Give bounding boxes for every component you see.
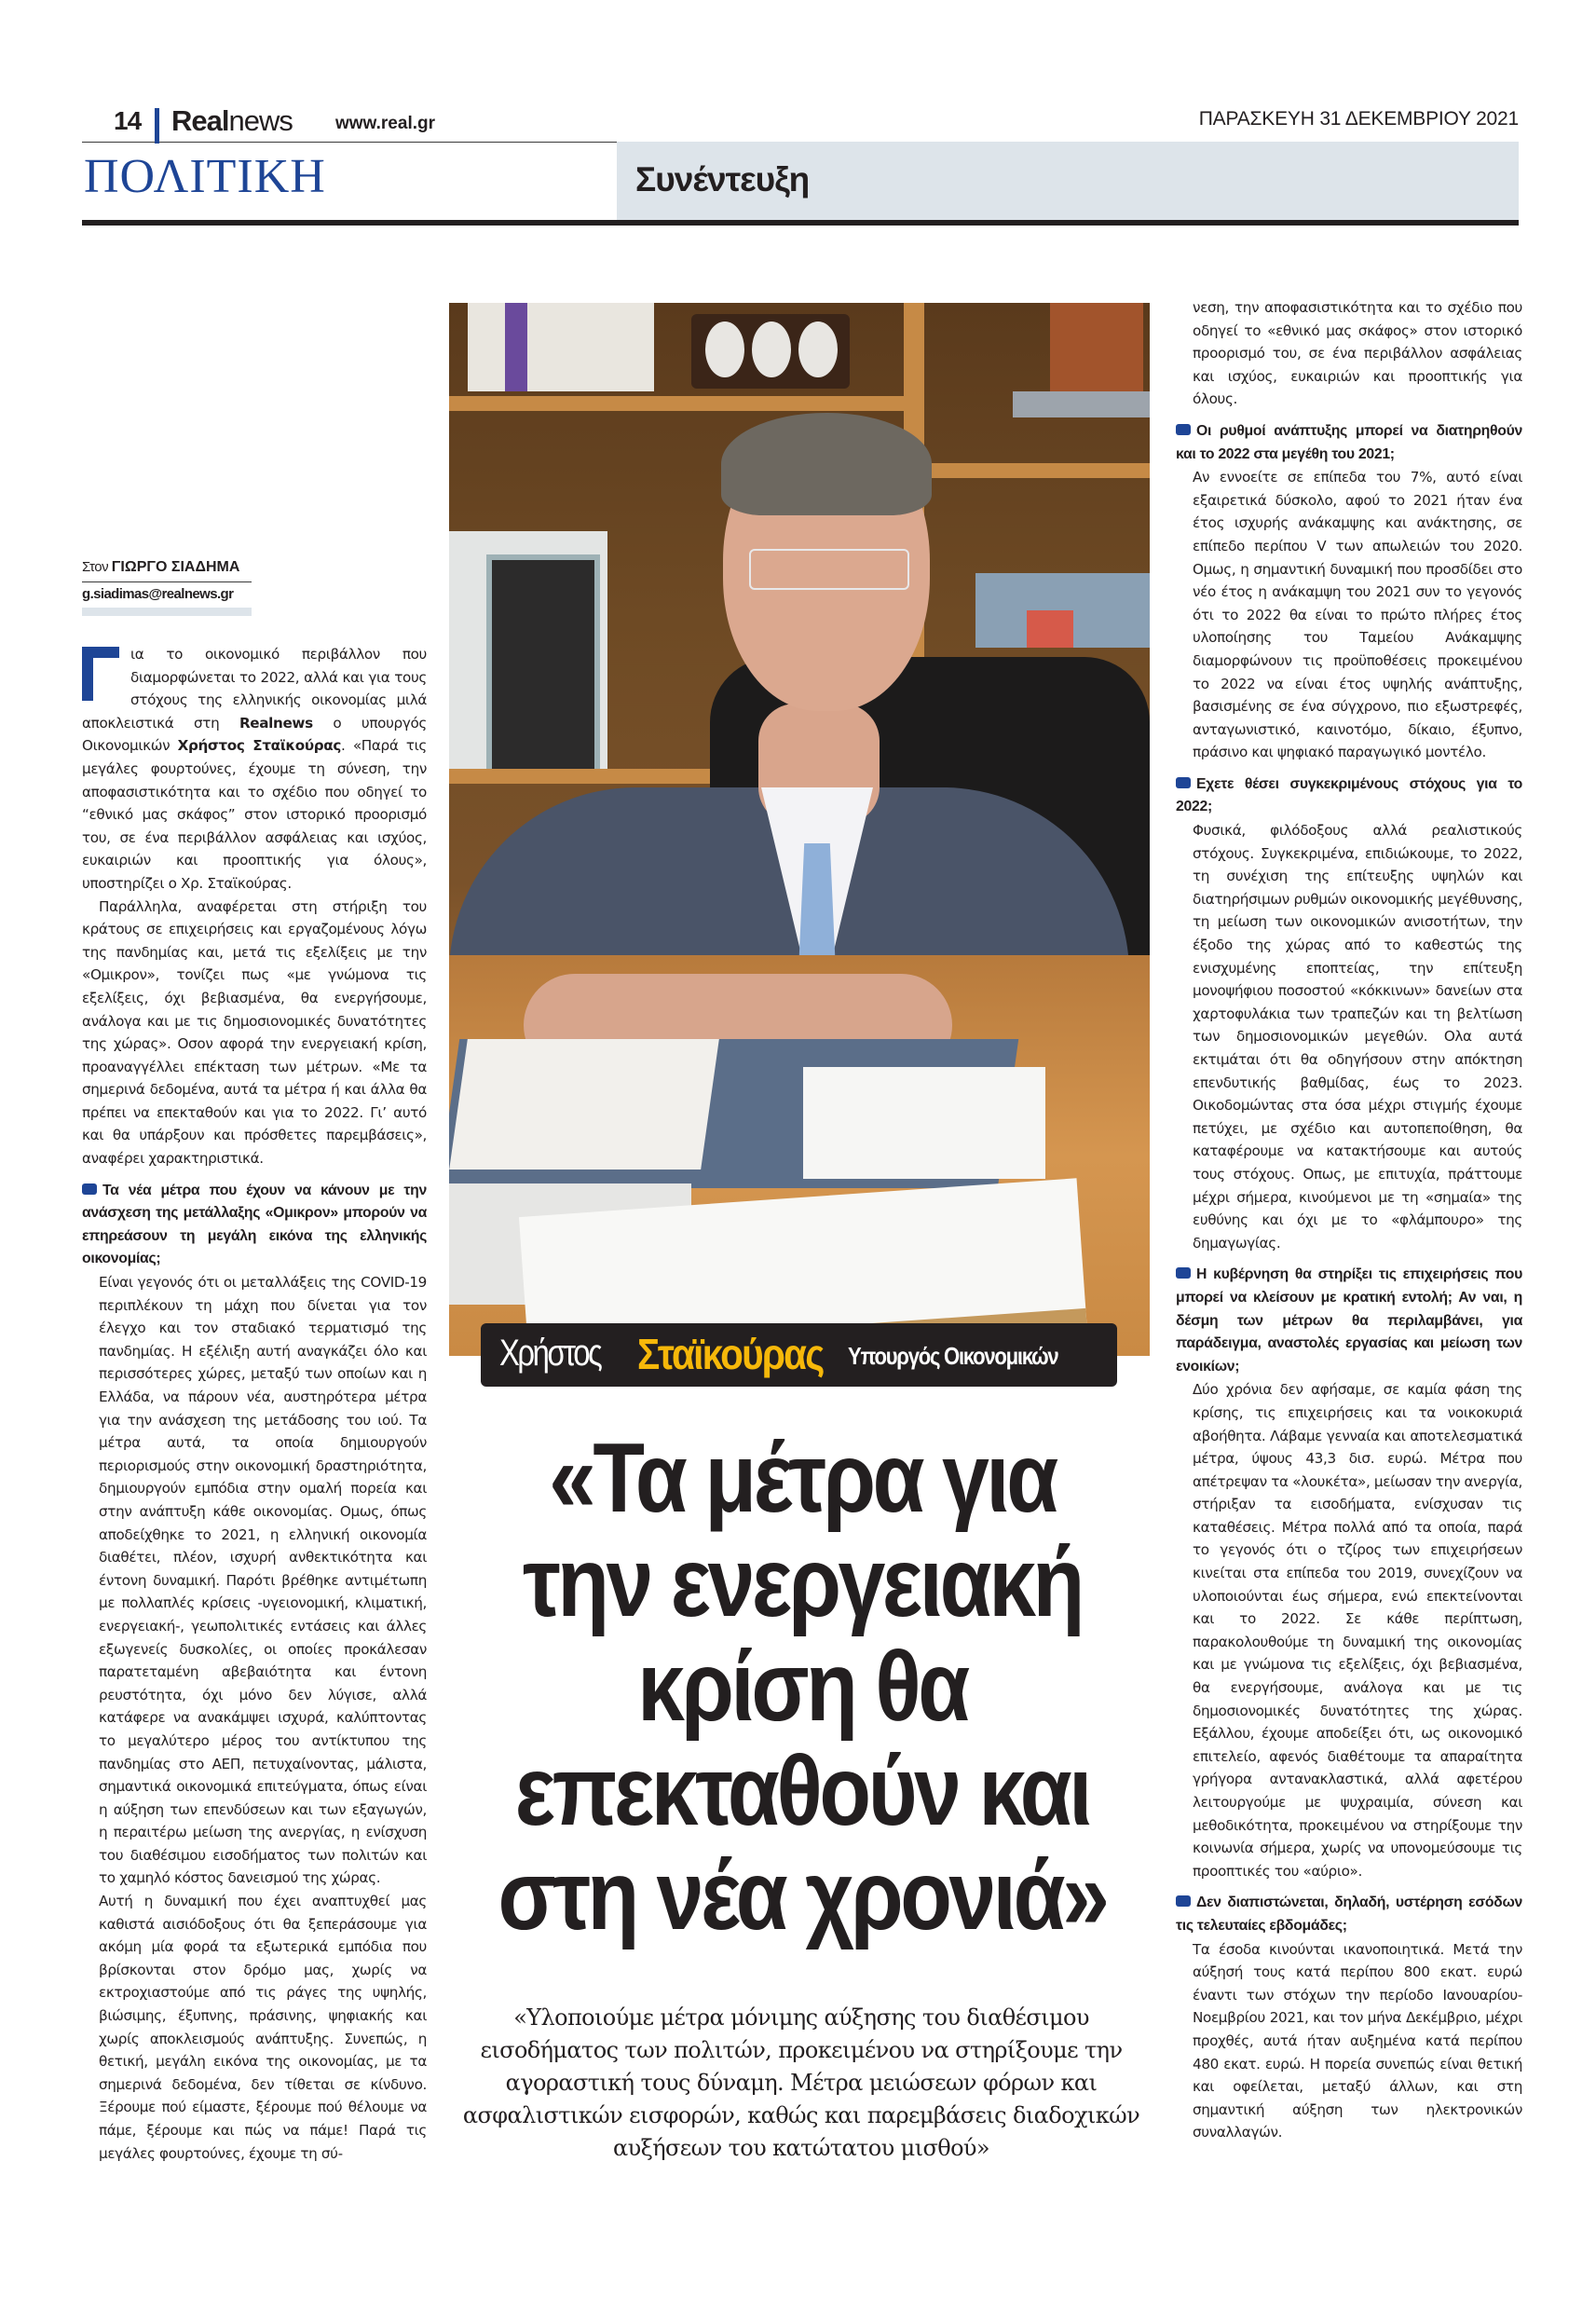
question-bullet-icon — [1176, 777, 1191, 788]
answer-1-continuation: νεση, την αποφασιστικότητα και το σχέδιο που οδηγεί το «εθνικό μας σκάφος» στον ιστορικό προορισμό του, σε ένα περιβάλλον ασφάλειας και ισχύος, ευκαιριών και προοπτικής για όλους. — [1193, 299, 1522, 408]
answer-1-paragraph-2: Αυτή η δυναμική που έχει αναπτυχθεί μας καθιστά αισιόδοξους ότι θα ξεπεράσουμε για ακόμη μία φορά τα εξωτερικά εμπόδια που βρίσκονται στον δρόμο μας, χωρίς να εκτροχιαστούμε από τις ράγες της υψηλής, βιώσιμης, έξυπνης, πράσινης, ψηφιακής και χωρίς αποκλεισμούς ανάπτυξης. Συνεπώς, η θετική, μεγάλη εικόνα της οικονομίας, με τα σημερινά δεδομένα, δεν τίθεται σε κίνδυνο. Ξέρουμε πού είμαστε, ξέρουμε πού θέλουμε να πάμε, ξέρουμε και πώς να πάμε! Παρά τις μεγάλες φουρτούνες, έχουμε τη σύ- — [99, 1893, 427, 2162]
question-bullet-icon — [1176, 424, 1191, 435]
dropcap-gamma — [82, 647, 119, 701]
brand-mention: Realnews — [239, 714, 313, 732]
intro-paragraph-2: Παράλληλα, αναφέρεται στη στήριξη του κράτους σε επιχειρήσεις και εργαζομένους λόγω της πανδημίας και, μετά τις εξελίξεις με την «Ομικρον», τονίζει πως «με γνώμονα τις εξελίξεις, όχι βεβιασμένα, θα ενεργήσουμε, ανάλογα και με τις δημοσιονομικές δυνατότητες της χώρας». Οσον αφορά την ενεργειακή κρίση, προαναγγέλλει επέκταση των μέτρων. «Με τα σημερινά δεδομένα, αυτά τα μέτρα ή και άλλα θα πρέπει να επεκταθούν και για το 2022. Γι’ αυτό και θα υπάρξουν και πρόσθετες παρεμβάσεις», αναφέρει χαρακτηριστικά. — [82, 897, 427, 1168]
section-band — [82, 142, 1519, 220]
headline-line: «Τα μέτρα για — [549, 1423, 1056, 1533]
header-rule — [82, 220, 1519, 226]
byline-band — [82, 608, 252, 616]
question-bullet-icon — [1176, 1895, 1191, 1907]
brand-light: news — [228, 104, 293, 137]
question-2: Οι ρυθμοί ανάπτυξης μπορεί να διατηρηθούν και το 2022 στα μεγέθη του 2021; — [1176, 422, 1522, 462]
headline-line: κρίση θα — [637, 1632, 967, 1742]
headline-line: στη νέα χρονιά» — [498, 1840, 1107, 1950]
byline-email[interactable]: g.siadimas@realnews.gr — [82, 586, 234, 602]
caption-first-name: Χρήστος — [499, 1333, 601, 1374]
brand-bold: Real — [171, 104, 229, 137]
page-header — [82, 103, 1519, 143]
headline-line: την ενεργειακή — [523, 1527, 1082, 1637]
byline-author: ΓΙΩΡΓΟ ΣΙΑΔΗΜΑ — [111, 559, 240, 575]
question-bullet-icon — [82, 1183, 97, 1195]
photo-caption-banner — [481, 1323, 1117, 1387]
question-4: Η κυβέρνηση θα στηρίξει τις επιχειρήσεις που μπορεί να κλείσουν με κρατική εντολή; Αν ναι, η δέσμη των μέτρων θα περιλαμβάνει, για παράδειγμα, αναστολές εργασίας και μείωση των ενοικίων; — [1176, 1266, 1522, 1375]
article-column-right — [1176, 296, 1522, 2144]
interviewee-photo — [449, 303, 1150, 1356]
issue-date: ΠΑΡΑΣΚΕΥΗ 31 ΔΕΚΕΜΒΡΙΟΥ 2021 — [1198, 108, 1519, 130]
brand-url[interactable]: www.real.gr — [335, 114, 435, 133]
answer-4: Δύο χρόνια δεν αφήσαμε, σε καμία φάση της κρίσης, τις επιχειρήσεις και τα νοικοκυριά αβοήθητα. Λάβαμε γενναία και αποτελεσματικά μέτρα, ύψους 43,3 δισ. ευρώ. Μέτρα που απέτρεψαν τα «λουκέτα», μείωσαν την ανεργία, στήριξαν τα εισοδήματα, ενίσχυσαν τις καταθέσεις. Μέτρα πολλά από τα οποία, παρά το γεγονός ότι ο τζίρος των επιχειρήσεων κινείται στα επίπεδα του 2019, συνεχίζουν να υλοποιούνται έως σήμερα, ενώ επεκτείνονται και το 2022. Σε κάθε περίπτωση, παρακολουθούμε τη δυναμική της οικονομίας και με γνώμονα τις εξελίξεις, όχι βεβιασμένα, θα ενεργήσουμε, ανάλογα και με τις δημοσιονομικές δυνατότητες της χώρας. Εξάλλου, έχουμε αποδείξει ότι, ως οικονομικό επιτελείο, αφενός διαθέτουμε τα απαραίτητα γρήγορα αντανακλαστικά, αλλά αφετέρου λειτουργούμε με ψυχραιμία, σύνεση και μεθοδικότητα, προκειμένου να στηρίξουμε την κοινωνία σήμερα, χωρίς να υπονομεύσουμε τις προοπτικές του «αύριο». — [1193, 1381, 1522, 1880]
pull-quote: «Υλοποιούμε μέτρα μόνιμης αύξησης του διαθέσιμου εισοδήματος των πολιτών, προκειμένου να στηρίξουμε την αγοραστική τους δύναμη. Μέτρα μειώσεων φόρων και ασφαλιστικών εισφορών, καθώς και παρεμβάσεις διαδοχικών αυξήσεων του κατώτατου μισθού» — [462, 2004, 1140, 2161]
header-divider — [155, 108, 159, 144]
answer-5: Τα έσοδα κινούνται ικανοποιητικά. Μετά την αύξησή τους κατά περίπου 800 εκατ. ευρώ έναντι των στόχων την περίοδο Ιανουαρίου-Νοεμβρίου 2021, και τον μήνα Δεκέμβριο, μέχρι προχθές, αυτά ήταν αυξημένα κατά περίπου 480 εκατ. ευρώ. Η πορεία συνεπώς είναι θετική και οφείλεται, μεταξύ άλλων, και στη σημαντική αύξηση των ηλεκτρονικών συναλλαγών. — [1193, 1940, 1522, 2141]
section-tag-label: Συνέντευξη — [635, 160, 810, 198]
byline-author-line — [82, 559, 252, 582]
headline — [443, 1423, 1161, 1950]
glasses — [749, 549, 909, 590]
intro-paragraph: ια το οικονομικό περιβάλλον που διαμορφώνεται το 2022, αλλά και για τους στόχους της ελληνικής οικονομίας μιλά αποκλειστικά στη Realnews ο υπουργός Οικονομικών Χρήστος Σταϊκούρας. «Παρά τις μεγάλες φουρτούνες, έχουμε τη σύνεση, την αποφασιστικότητα και το σχέδιο που οδηγεί το “εθνικό μας σκάφος” στον ιστορικό προορισμό του, σε ένα περιβάλλον ασφάλειας και ισχύος, ευκαιριών και προοπτικής για όλους», υποστηρίζει ο Χρ. Σταϊκούρας. — [82, 646, 427, 892]
caption-role: Υπουργός Οικονομικών — [848, 1342, 1058, 1370]
byline — [82, 559, 252, 616]
answer-3: Φυσικά, φιλόδοξους αλλά ρεαλιστικούς στόχους. Συγκεκριμένα, επιδιώκουμε, το 2022, τη συνέχιση της επίτευξης υψηλών και διατηρήσιμων ρυθμών οικονομικής μεγέθυνσης, τη μείωση των οικονομικών ανισοτήτων, την έξοδο της χώρας από το καθεστώς της ενισχυμένης εποπτείας, την επίτευξη μονοψήφιου ποσοστού «κόκκινων» δανείων στα χαρτοφυλάκια των τραπεζών και τη βελτίωση των δημοσιονομικών μεγεθών. Ολα αυτά εκτιμάται ότι θα οδηγήσουν στην απόκτηση επενδυτικής βαθμίδας, έως το 2023. Οικοδομώντας στα όσα μέχρι στιγμής έχουμε πετύχει, με σχέδιο και αυτοπεποίθηση, θα καταφέρουμε να κατακτήσουμε και αυτούς τους στόχους. Οπως, με επιτυχία, πράττουμε μέχρι σήμερα, κινούμενοι με τη «σημαία» της ευθύνης και όχι με το «φλάμπουρο» της δημαγωγίας. — [1193, 822, 1522, 1252]
question-5: Δεν διαπιστώνεται, δηλαδή, υστέρηση εσόδων τις τελευταίες εβδομάδες; — [1176, 1895, 1522, 1934]
headline-line: επεκταθούν και — [514, 1736, 1090, 1846]
article-column-left — [82, 643, 427, 2165]
brand-logo — [171, 104, 293, 138]
interviewee-name: Χρήστος Σταϊκούρας — [177, 737, 342, 755]
answer-2: Αν εννοείτε σε επίπεδα του 7%, αυτό είναι εξαιρετικά δύσκολο, αφού το 2021 ήταν ένα έτος ισχυρής ανάκαμψης και ανάκτησης, σε επίπεδο περίπου V των απωλειών του 2020. Ομως, η σημαντική δυναμική που προσδίδει στο νέο έτος η ανάκαμψη του 2021 συν το γεγονός ότι το 2022 θα είναι το πρώτο πλήρες έτος υλοποίησης του Ταμείου Ανάκαμψης διαμορφώνουν τις προϋποθέσεις προκειμένου το 2022 να είναι έτος υψηλής ανάπτυξης, βασισμένης σε ένα σύγχρονο, πιο εξωστρεφές, ανταγωνιστικό, καινοτόμο, δίκαιο, έξυπνο, πράσινο και ψηφιακό παραγωγικό μοντέλο. — [1193, 469, 1522, 761]
answer-1-paragraph-1: Είναι γεγονός ότι οι μεταλλάξεις της COVID-19 περιπλέκουν τη μάχη που δίνεται για τον έλεγχο και τον σταδιακό τερματισμό της πανδημίας. Η εξέλιξη αυτή αναγκάζει όλο και περισσότερες χώρες, μεταξύ των οποίων και η Ελλάδα, να πάρουν νέα, αυστηρότερα μέτρα για την ανάσχεση της μετάδοσης του ιού. Τα μέτρα αυτά, τα οποία δημιουργούν περιορισμούς στην οικονομική δραστηριότητα, δημιουργούν εμπόδια στην ομαλή πορεία και στην ανάπτυξη κάθε οικονομίας. Ομως, όπως αποδείχθηκε το 2021, η ελληνική οικονομία διαθέτει, πλέον, ισχυρή ανθεκτικότητα και έντονη δυναμική. Παρότι βρέθηκε αντιμέτωπη με πολλαπλές κρίσεις -υγειονομική, κλιματική, ενεργειακή-, γεωπολιτικές εντάσεις και άλλες εξωγενείς δυσκολίες, οι οποίες προκάλεσαν παρατεταμένη αβεβαιότητα και έντονη ρευστότητα, όχι μόνο δεν λύγισε, αλλά κατάφερε να ανακάμψει ισχυρά, καλύπτοντας το μεγαλύτερο μέρος του αντίκτυπου της πανδημίας στο ΑΕΠ, πετυχαίνοντας, μάλιστα, σημαντικά οικονομικά επιτεύγματα, όπως είναι η αύξηση των επενδύσεων και των εξαγωγών, η περαιτέρω μείωση της ανεργίας, η ενίσχυση του διαθέσιμου εισοδήματος των πολιτών και το χαμηλό κόστος δανεισμού της χώρας. — [99, 1274, 427, 1887]
question-1: Τα νέα μέτρα που έχουν να κάνουν με την ανάσχεση της μετάλλαξης «Ομικρον» μπορούν να επηρεάσουν τη μεγάλη εικόνα της ελληνικής οικονομίας; — [82, 1182, 427, 1267]
section-tag — [617, 142, 1519, 220]
caption-last-name: Σταϊκούρας — [637, 1330, 824, 1378]
page-number: 14 — [114, 106, 142, 135]
section-title: ΠΟΛΙΤΙΚΗ — [84, 150, 326, 203]
question-bullet-icon — [1176, 1267, 1191, 1279]
question-3: Εχετε θέσει συγκεκριμένους στόχους για το 2022; — [1176, 775, 1522, 815]
byline-prefix: Στον — [82, 559, 109, 575]
